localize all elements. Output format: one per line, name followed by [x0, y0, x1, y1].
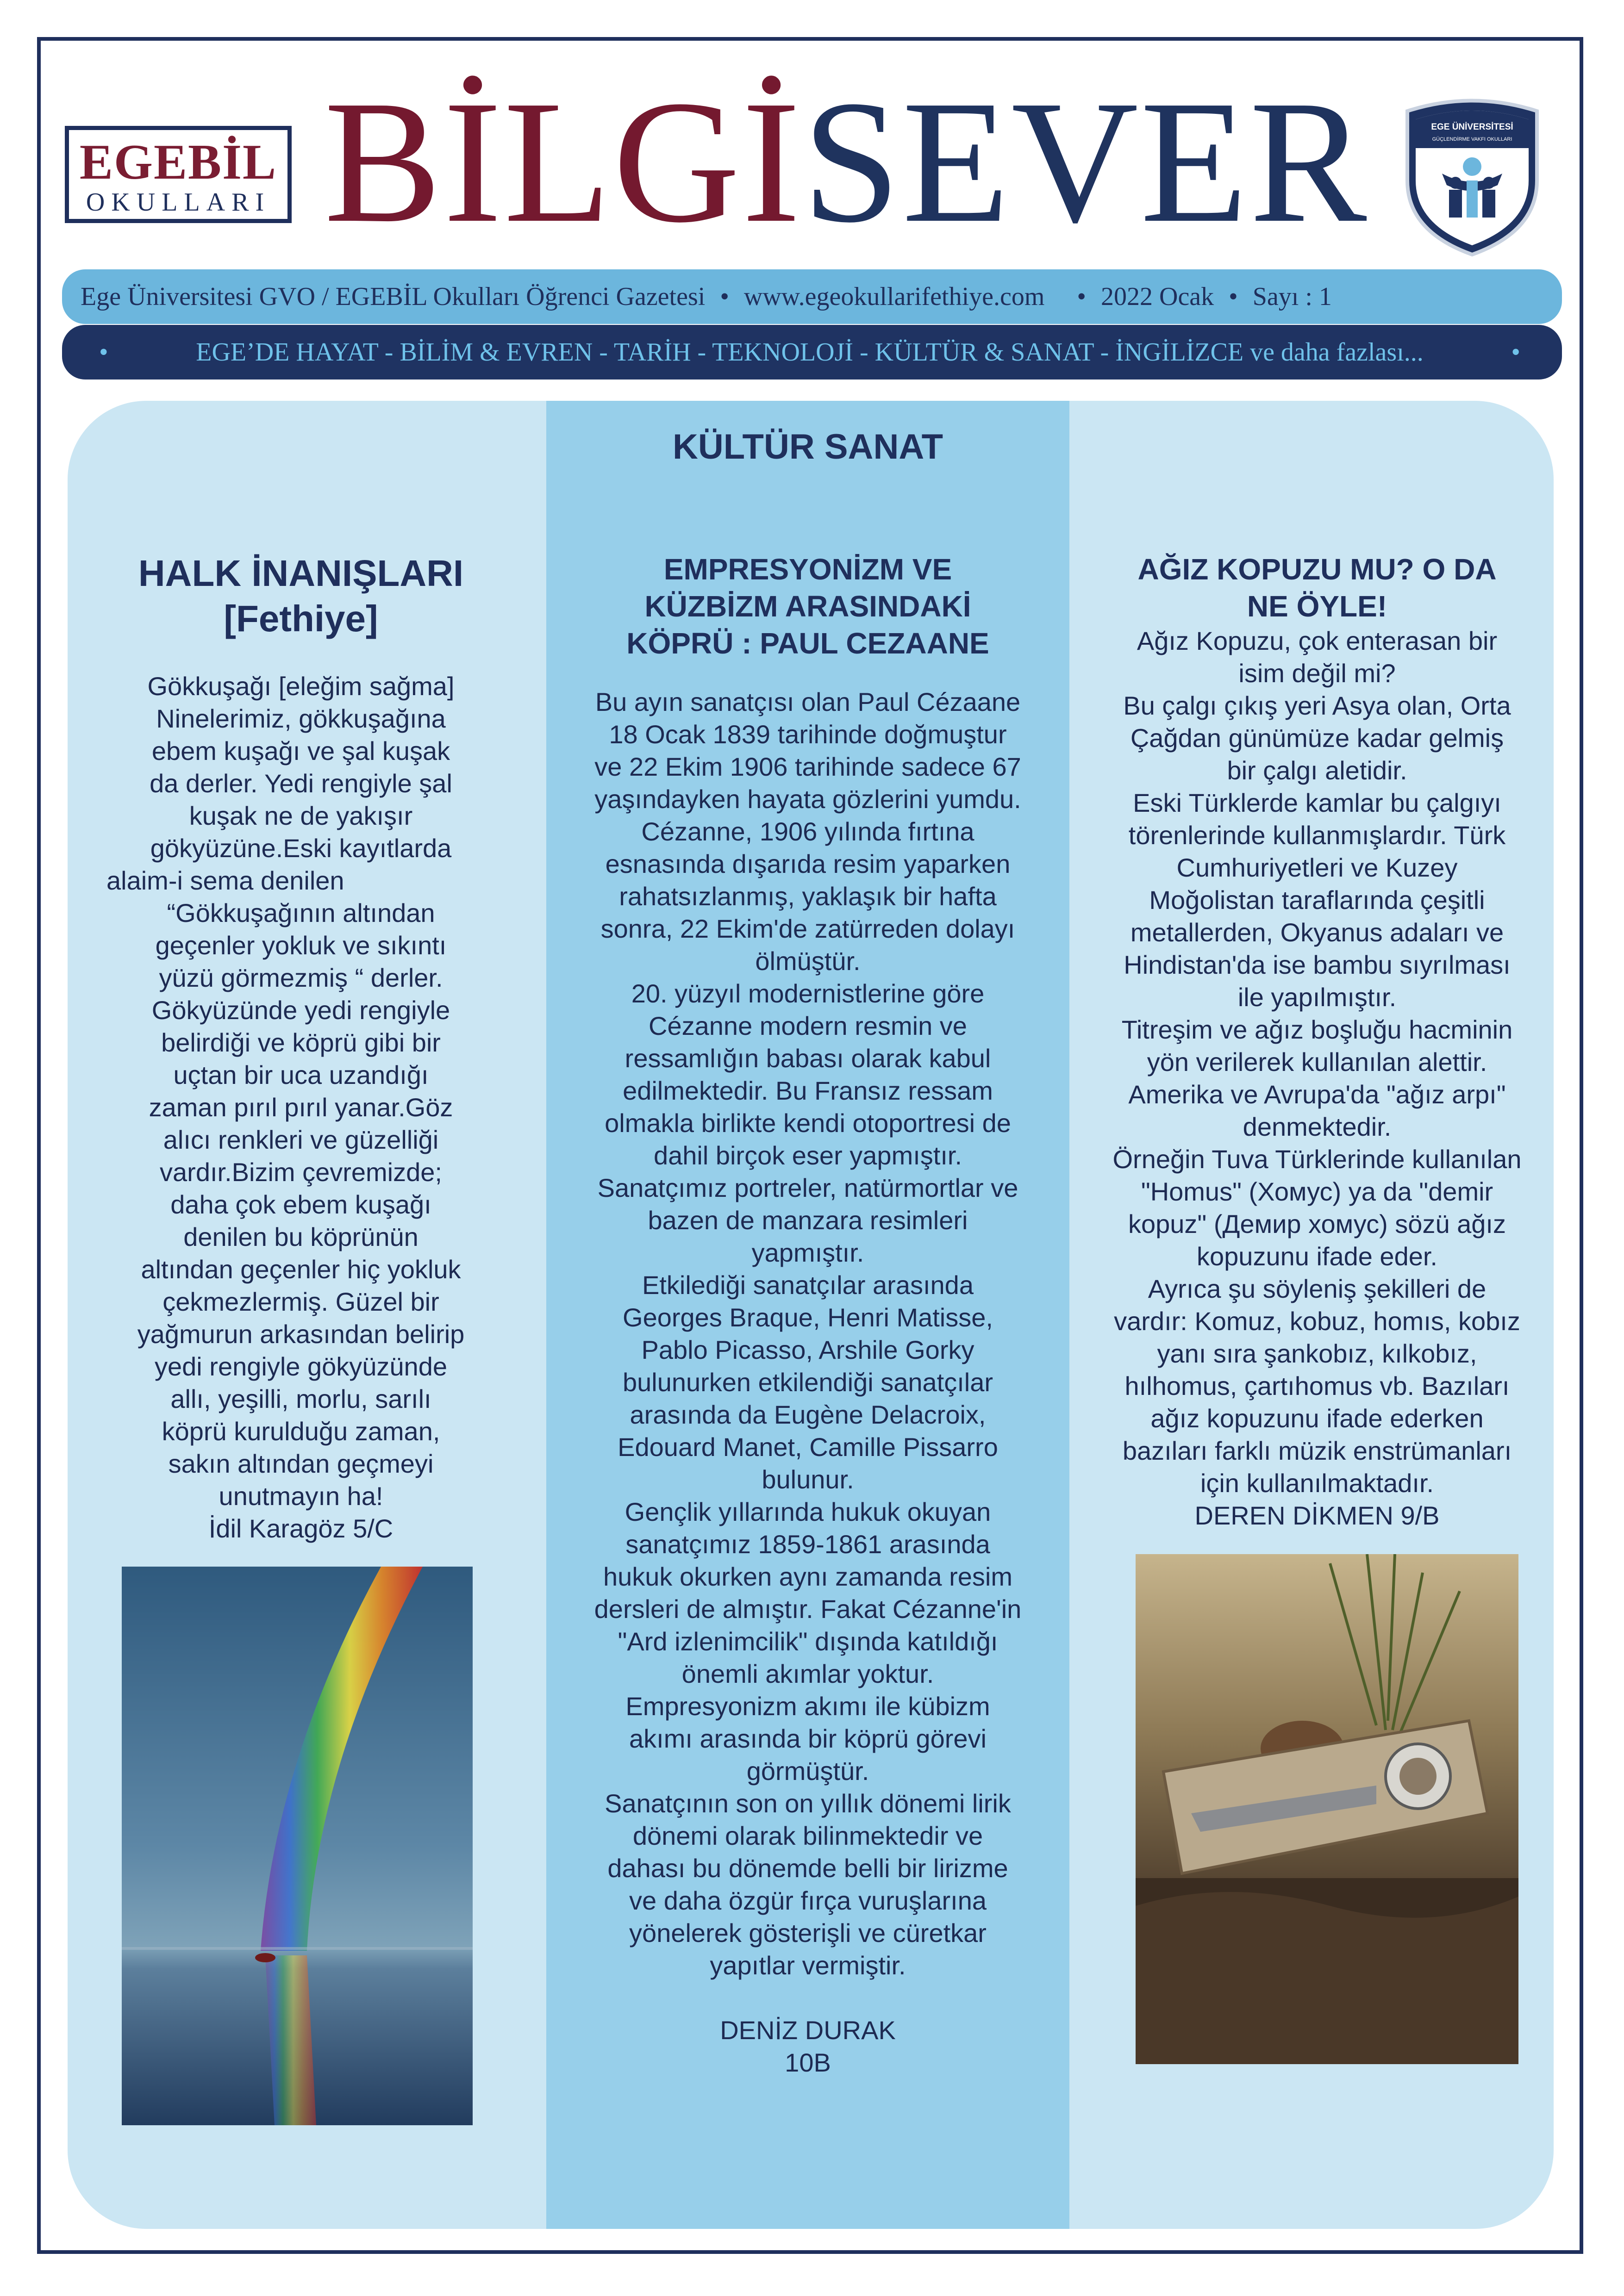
- article3-line: Amerika ve Avrupa'da "ağız arpı": [1128, 1080, 1506, 1109]
- info-bar: [62, 269, 1562, 324]
- article1-title-line1: HALK İNANIŞLARI: [138, 553, 464, 594]
- article3-line: isim değil mi?: [1238, 659, 1396, 688]
- section-title: KÜLTÜR SANAT: [673, 427, 943, 467]
- article1-line: kuşak ne de yakışır: [189, 801, 413, 830]
- article2-line: Gençlik yıllarında hukuk okuyan: [625, 1497, 991, 1526]
- article2-line: önemli akımlar yoktur.: [681, 1659, 934, 1688]
- article1-line: Gökyüzünde yedi rengiyle: [151, 996, 450, 1025]
- egebil-logo: [65, 126, 292, 223]
- newspaper-title: [324, 64, 1369, 259]
- article2-title-line: EMPRESYONİZM VE: [663, 553, 952, 586]
- article2-line: yönelerek gösterişli ve cüretkar: [629, 1918, 987, 1948]
- article3-title: [1102, 551, 1532, 625]
- article2-line: 20. yüzyıl modernistlerine göre: [631, 979, 985, 1008]
- article3-line: kopuzunu ifade eder.: [1197, 1242, 1437, 1271]
- article3-title-line: NE ÖYLE!: [1247, 590, 1387, 623]
- article3-line: ağız kopuzunu ifade ederken: [1150, 1404, 1484, 1433]
- article2-author-class: 10B: [785, 2048, 831, 2077]
- title-part1: BİLGİ: [324, 64, 803, 259]
- article3-line: Bu çalgı çıkış yeri Asya olan, Orta: [1123, 691, 1511, 720]
- title-part2: SEVER: [802, 64, 1369, 259]
- article2-line: rahatsızlanmış, yaklaşık bir hafta: [619, 882, 997, 911]
- website-link[interactable]: www.egeokullarifethiye.com: [743, 282, 1045, 311]
- article2-line: dahil birçok eser yapmıştır.: [653, 1141, 962, 1170]
- article2-line: dönemi olarak bilinmektedir ve: [632, 1821, 983, 1850]
- article3-line: yanı sıra şankobız, kılkobız,: [1157, 1339, 1477, 1368]
- article2-line: yapıtlar vermiştir.: [710, 1951, 906, 1980]
- article-halk-inanislari: [106, 551, 486, 1545]
- article3-line: yön verilerek kullanılan alettir.: [1147, 1047, 1487, 1076]
- university-crest-logo: [1398, 93, 1546, 259]
- article1-line: yağmurun arkasından belirip: [137, 1319, 465, 1349]
- article2-line: bulunur.: [762, 1465, 854, 1494]
- issue-date: 2022 Ocak: [1101, 282, 1214, 311]
- article3-line: vardır: Komuz, kobuz, homıs, kobız: [1114, 1307, 1520, 1336]
- article3-line: bir çalgı aletidir.: [1227, 756, 1407, 785]
- bullet-icon: •: [99, 338, 108, 367]
- article3-line: denmektedir.: [1243, 1112, 1392, 1141]
- article2-line: Empresyonizm akımı ile kübizm: [625, 1692, 990, 1721]
- article2-line: akımı arasında bir köprü görevi: [629, 1724, 987, 1753]
- article1-line: yedi rengiyle gökyüzünde: [155, 1352, 447, 1381]
- logo-line2: OKULLARI: [86, 188, 271, 217]
- article3-line: Titreşim ve ağız boşluğu hacminin: [1121, 1015, 1513, 1044]
- article1-line: da derler. Yedi rengiyle şal: [150, 769, 452, 798]
- article1-line: allı, yeşilli, morlu, sarılı: [170, 1384, 431, 1413]
- article3-author: DEREN DİKMEN 9/B: [1194, 1501, 1440, 1530]
- article2-line: görmüştür.: [746, 1756, 869, 1786]
- crest-line2: GÜÇLENDİRME VAKFI OKULLARI: [1432, 137, 1512, 142]
- article2-line: dahası bu dönemde belli bir lirizme: [607, 1854, 1008, 1883]
- article2-line: sanatçımız 1859-1861 arasında: [625, 1530, 990, 1559]
- article2-line: arasında da Eugène Delacroix,: [630, 1400, 986, 1429]
- topics-bar: [62, 325, 1562, 380]
- article1-line: zaman pırıl pırıl yanar.Göz: [149, 1093, 453, 1122]
- article2-line: Sanatçının son on yıllık dönemi lirik: [605, 1789, 1011, 1818]
- article1-line: yüzü görmezmiş “ derler.: [159, 963, 443, 992]
- article2-line: esnasında dışarıda resim yaparken: [605, 849, 1011, 878]
- mouth-harp-photo: [1136, 1554, 1518, 2064]
- article2-line: ölmüştür.: [755, 946, 861, 976]
- article3-line: Ayrıca şu söyleniş şekilleri de: [1148, 1274, 1487, 1303]
- article1-line: geçenler yokluk ve sıkıntı: [155, 931, 447, 960]
- article2-line: dersleri de almıştır. Fakat Cézanne'in: [594, 1594, 1022, 1624]
- article1-line: Ninelerimiz, gökkuşağına: [156, 704, 446, 733]
- article3-title-line: AĞIZ KOPUZU MU? O DA: [1137, 553, 1497, 586]
- article1-line: alaim-i sema denilen: [106, 866, 344, 895]
- separator-dot: •: [720, 282, 729, 311]
- topics-text: EGE’DE HAYAT - BİLİM & EVREN - TARİH - TEKNOLOJİ - KÜLTÜR & SANAT - İNGİLİZCE ve daha fazlası...: [196, 338, 1424, 367]
- article2-line: ressamlığın babası olarak kabul: [625, 1044, 991, 1073]
- article1-line: unutmayın ha!: [219, 1481, 383, 1511]
- article1-line: vardır.Bizim çevremizde;: [160, 1157, 442, 1187]
- article2-line: bulunurken etkilendiği sanatçılar: [622, 1368, 993, 1397]
- article1-line: alıcı renkleri ve güzelliği: [163, 1125, 439, 1154]
- article1-line: gökyüzüne.Eski kayıtlarda: [150, 834, 452, 863]
- separator-dot: •: [1077, 282, 1086, 311]
- article1-title: [116, 551, 486, 641]
- article2-line: yapmıştır.: [751, 1238, 864, 1267]
- article2-line: hukuk okurken aynı zamanda resim: [603, 1562, 1012, 1591]
- article3-line: Örneğin Tuva Türklerinde kullanılan: [1112, 1145, 1522, 1174]
- article-cezanne: [574, 551, 1042, 2079]
- article3-line: Ağız Kopuzu, çok enterasan bir: [1137, 626, 1498, 655]
- article3-line: Cumhuriyetleri ve Kuzey: [1176, 853, 1458, 882]
- article1-line: daha çok ebem kuşağı: [170, 1190, 431, 1219]
- article3-line: törenlerinde kullanmışlardır. Türk: [1128, 821, 1506, 850]
- article2-line: Georges Braque, Henri Matisse,: [623, 1303, 993, 1332]
- article1-line: köprü kurulduğu zaman,: [162, 1417, 440, 1446]
- article3-line: için kullanılmaktadır.: [1200, 1468, 1434, 1498]
- article2-line: Pablo Picasso, Arshile Gorky: [641, 1335, 974, 1364]
- article1-line: Gökkuşağı [eleğim sağma]: [147, 672, 455, 701]
- article1-line: “Gökkuşağının altından: [167, 898, 435, 927]
- article3-line: Moğolistan taraflarında çeşitli: [1149, 885, 1485, 915]
- article3-line: Hindistan'da ise bambu sıyrılması: [1124, 950, 1511, 979]
- article1-line: ebem kuşağı ve şal kuşak: [151, 736, 450, 765]
- separator-dot: •: [1229, 282, 1238, 311]
- article2-line: "Ard izlenimcilik" dışında katıldığı: [618, 1627, 998, 1656]
- bullet-icon: •: [1511, 338, 1520, 367]
- article2-title-line: KÜZBİZM ARASINDAKİ: [644, 590, 971, 623]
- article3-line: metallerden, Okyanus adaları ve: [1130, 918, 1504, 947]
- article1-title-line2: [Fethiye]: [224, 598, 378, 639]
- article3-line: hılhomus, çartıhomus vb. Bazıları: [1124, 1371, 1510, 1400]
- publication-name: Ege Üniversitesi GVO / EGEBİL Okulları Öğrenci Gazetesi: [81, 282, 706, 311]
- article2-line: olmakla birlikte kendi otoportresi de: [605, 1108, 1011, 1138]
- article3-line: bazıları farklı müzik enstrümanları: [1122, 1436, 1512, 1465]
- article3-line: Çağdan günümüze kadar gelmiş: [1130, 723, 1504, 753]
- article1-line: altından geçenler hiç yokluk: [141, 1255, 461, 1284]
- article2-line: sonra, 22 Ekim'de zatürreden dolayı: [600, 914, 1015, 943]
- article2-line: Cézanne, 1906 yılında fırtına: [641, 817, 974, 846]
- rainbow-over-sea-photo: [122, 1567, 473, 2125]
- article2-line: Bu ayın sanatçısı olan Paul Cézaane: [595, 687, 1021, 716]
- article2-line: yaşındayken hayata gözlerini yumdu.: [594, 784, 1021, 814]
- article3-line: kopuz" (Демир хомус) sözü ağız: [1128, 1209, 1506, 1238]
- article2-author-name: DENİZ DURAK: [720, 2016, 896, 2045]
- article3-line: "Homus" (Хомус) ya da "demir: [1141, 1177, 1493, 1206]
- article3-line: ile yapılmıştır.: [1237, 983, 1397, 1012]
- article2-line: Edouard Manet, Camille Pissarro: [618, 1432, 998, 1462]
- article1-body: [106, 670, 486, 1545]
- article1-line: sakın altından geçmeyi: [168, 1449, 434, 1478]
- article2-title-line: KÖPRÜ : PAUL CEZAANE: [626, 627, 989, 660]
- article2-line: ve daha özgür fırça vuruşlarına: [629, 1886, 987, 1915]
- article2-title: [574, 551, 1042, 662]
- article2-line: Sanatçımız portreler, natürmortlar ve: [597, 1173, 1018, 1202]
- article2-line: ve 22 Ekim 1906 tarihinde sadece 67: [594, 752, 1021, 781]
- article2-line: Cézanne modern resmin ve: [649, 1011, 967, 1040]
- article2-body: [574, 686, 1042, 2079]
- article1-author: İdil Karagöz 5/C: [208, 1514, 394, 1543]
- article1-line: uçtan bir uca uzandığı: [173, 1060, 429, 1089]
- spacer: [574, 1982, 1042, 2014]
- article-agiz-kopuzu: [1102, 551, 1532, 1532]
- article2-line: 18 Ocak 1839 tarihinde doğmuştur: [609, 720, 1007, 749]
- logo-line1: EGEBİL: [79, 135, 277, 190]
- article1-line: çekmezlermiş. Güzel bir: [162, 1287, 439, 1316]
- article2-line: Etkilediği sanatçılar arasında: [642, 1270, 974, 1300]
- issue-number: Sayı : 1: [1252, 282, 1332, 311]
- article3-line: Eski Türklerde kamlar bu çalgıyı: [1133, 788, 1501, 817]
- crest-line1: EGE ÜNİVERSİTESİ: [1431, 122, 1513, 132]
- article1-line: denilen bu köprünün: [183, 1222, 418, 1251]
- article1-line: belirdiği ve köprü gibi bir: [161, 1028, 441, 1057]
- article3-body: [1102, 625, 1532, 1532]
- article2-line: bazen de manzara resimleri: [648, 1206, 968, 1235]
- article2-line: edilmektedir. Bu Fransız ressam: [623, 1076, 993, 1105]
